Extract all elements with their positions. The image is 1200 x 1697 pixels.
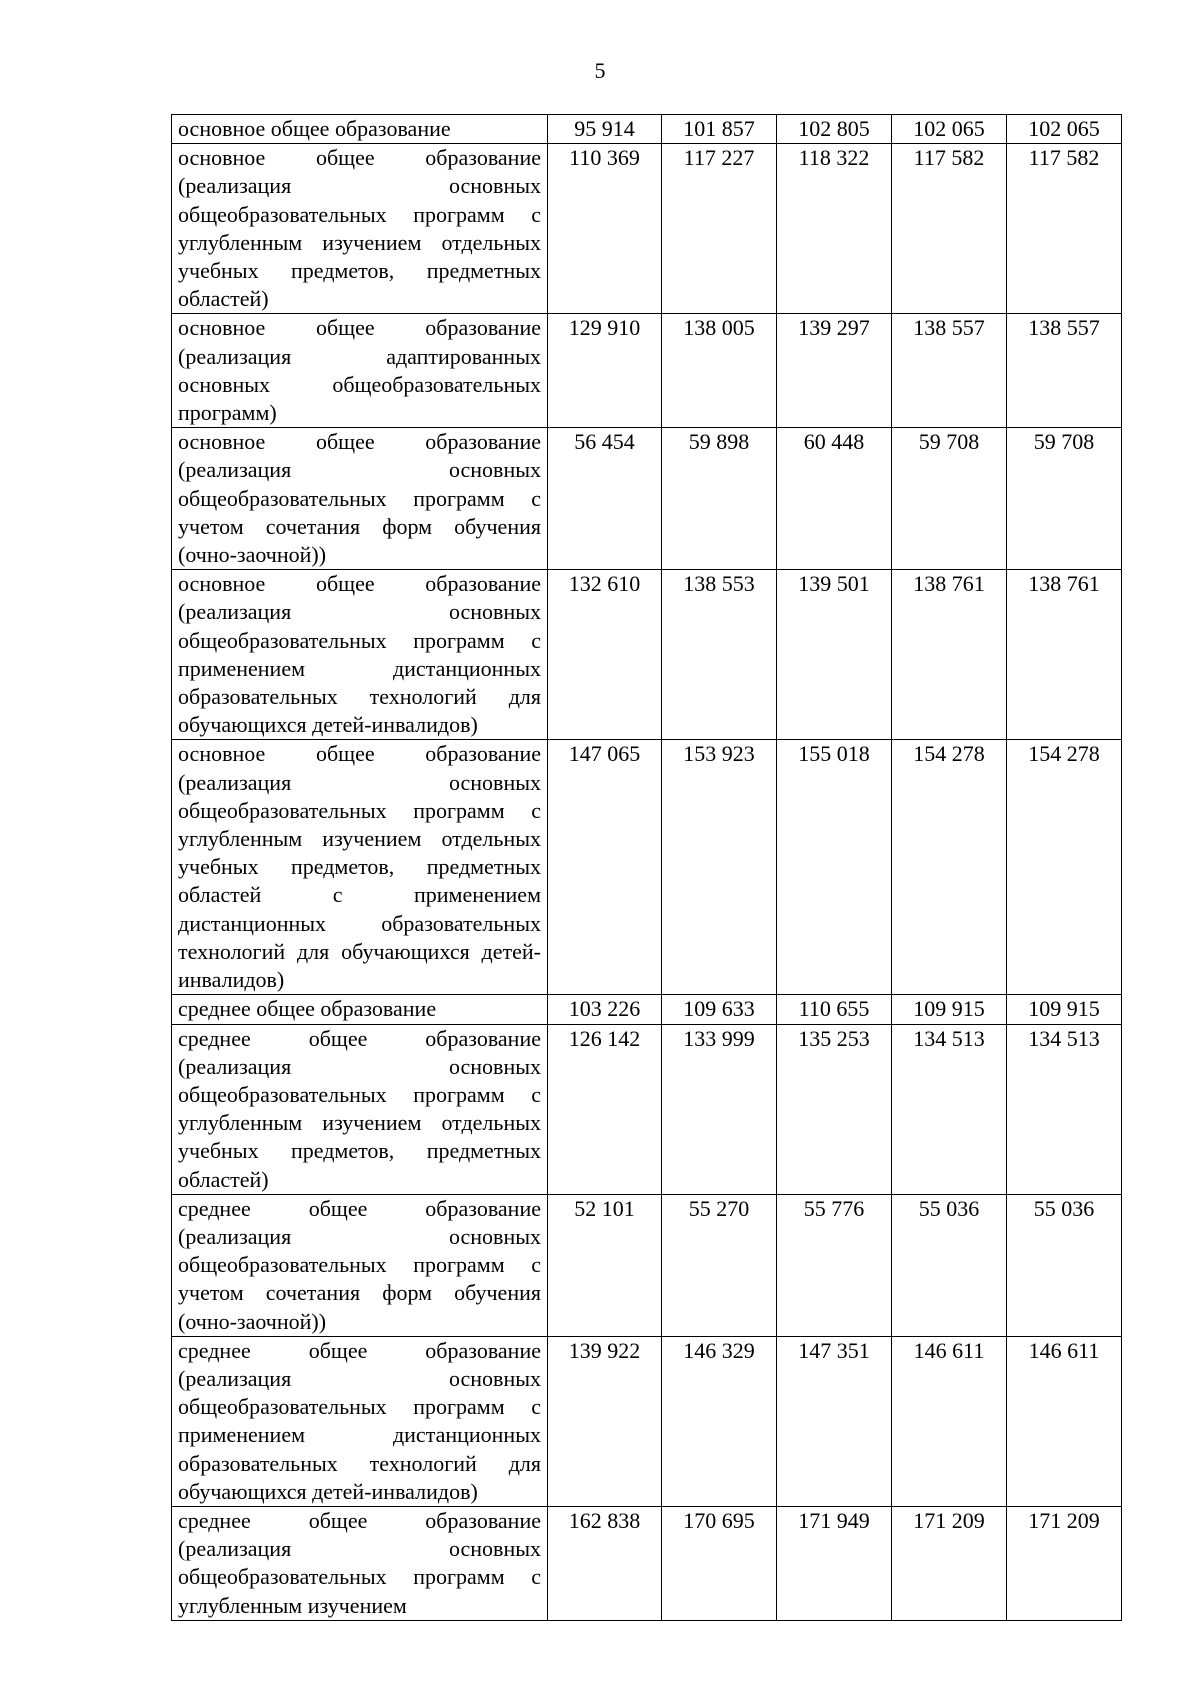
value-cell	[777, 314, 892, 428]
value-text: 118 322	[798, 145, 870, 171]
table-row	[172, 740, 1122, 995]
value-text: 154 278	[913, 741, 985, 767]
value-text: 103 226	[568, 996, 641, 1022]
value-text: 146 329	[683, 1337, 755, 1363]
value-cell	[548, 1336, 662, 1506]
value-cell	[662, 428, 777, 570]
value-cell	[662, 144, 777, 314]
value-text: 170 695	[683, 1507, 755, 1533]
value-text: 56 454	[574, 429, 635, 455]
value-cell	[1007, 144, 1122, 314]
value-cell	[892, 144, 1007, 314]
value-text: 132 610	[568, 571, 641, 597]
value-cell	[548, 995, 662, 1024]
value-text: 139 297	[798, 315, 870, 341]
value-cell	[777, 740, 892, 995]
value-text: 129 910	[568, 315, 641, 341]
table-row	[172, 428, 1122, 570]
value-text: 171 209	[913, 1507, 985, 1533]
table-body	[172, 115, 1122, 1621]
education-level-cell: среднее общее образование (реализация основных общеобразовательных программ с применением дистанционных образовательных технологий для обучающихся детей-инвалидов)	[172, 1336, 548, 1506]
value-text: 102 805	[798, 116, 870, 141]
value-text: 59 898	[688, 429, 750, 455]
value-cell	[777, 115, 892, 144]
value-cell	[777, 144, 892, 314]
value-text: 110 655	[798, 996, 870, 1022]
value-text: 52 101	[574, 1195, 635, 1221]
education-level-cell: основное общее образование (реализация основных общеобразовательных программ с углубленным изучением отдельных учебных предметов, предметных областей)	[172, 144, 548, 314]
value-text: 154 278	[1028, 741, 1100, 767]
value-text: 162 838	[568, 1507, 641, 1533]
value-text: 60 448	[803, 429, 865, 455]
value-cell	[892, 1336, 1007, 1506]
value-cell	[548, 144, 662, 314]
table-row	[172, 144, 1122, 314]
education-level-cell: среднее общее образование (реализация основных общеобразовательных программ с углубленным изучением	[172, 1506, 548, 1620]
education-level-cell: основное общее образование	[172, 115, 548, 144]
value-text: 55 036	[1033, 1195, 1095, 1221]
value-text: 138 761	[913, 571, 985, 597]
value-cell	[892, 995, 1007, 1024]
value-text: 109 633	[683, 996, 755, 1022]
value-cell	[892, 314, 1007, 428]
value-cell	[548, 115, 662, 144]
value-text: 59 708	[918, 429, 980, 455]
value-cell	[892, 570, 1007, 740]
value-cell	[1007, 740, 1122, 995]
value-text: 135 253	[798, 1025, 870, 1051]
value-text: 155 018	[798, 741, 870, 767]
value-text: 102 065	[913, 116, 985, 141]
value-cell	[662, 995, 777, 1024]
table-row	[172, 995, 1122, 1024]
value-text: 138 553	[683, 571, 755, 597]
table-row	[172, 314, 1122, 428]
value-cell	[1007, 1506, 1122, 1620]
data-table	[171, 114, 1122, 1621]
value-cell	[662, 1506, 777, 1620]
value-text: 55 270	[688, 1195, 750, 1221]
value-text: 117 227	[683, 145, 755, 171]
education-level-cell: среднее общее образование (реализация основных общеобразовательных программ с углубленным изучением отдельных учебных предметов, предметных областей)	[172, 1024, 548, 1194]
value-text: 139 922	[568, 1337, 641, 1363]
education-level-cell: среднее общее образование	[172, 995, 548, 1024]
value-cell	[548, 1194, 662, 1336]
value-text: 171 949	[798, 1507, 870, 1533]
value-cell	[548, 1024, 662, 1194]
value-text: 126 142	[568, 1025, 641, 1051]
value-text: 133 999	[683, 1025, 755, 1051]
value-text: 146 611	[1028, 1337, 1100, 1363]
value-cell	[662, 314, 777, 428]
value-text: 147 065	[568, 741, 641, 767]
value-cell	[1007, 1336, 1122, 1506]
value-text: 117 582	[913, 145, 985, 171]
value-cell	[892, 115, 1007, 144]
value-cell	[662, 1024, 777, 1194]
value-cell	[777, 1506, 892, 1620]
value-text: 109 915	[913, 996, 985, 1022]
value-text: 138 557	[913, 315, 985, 341]
value-text: 102 065	[1028, 116, 1100, 141]
education-level-cell: основное общее образование (реализация адаптированных основных общеобразовательных программ)	[172, 314, 548, 428]
value-cell	[1007, 1024, 1122, 1194]
value-text: 109 915	[1028, 996, 1100, 1022]
value-text: 138 557	[1028, 315, 1100, 341]
value-cell	[662, 1194, 777, 1336]
value-cell	[777, 995, 892, 1024]
value-cell	[1007, 570, 1122, 740]
value-text: 147 351	[798, 1337, 870, 1363]
value-cell	[548, 1506, 662, 1620]
education-level-cell: основное общее образование (реализация основных общеобразовательных программ с учетом сочетания форм обучения (очно-заочной))	[172, 428, 548, 570]
value-cell	[548, 740, 662, 995]
value-text: 55 776	[803, 1195, 865, 1221]
value-cell	[892, 428, 1007, 570]
table-row	[172, 1336, 1122, 1506]
value-text: 117 582	[1028, 145, 1100, 171]
education-level-cell: основное общее образование (реализация основных общеобразовательных программ с углубленным изучением отдельных учебных предметов, предметных областей с применением дистанционных образовательных технологий для обучающихся детей-инвалидов)	[172, 740, 548, 995]
table-row	[172, 1024, 1122, 1194]
education-level-cell: основное общее образование (реализация основных общеобразовательных программ с применением дистанционных образовательных технологий для обучающихся детей-инвалидов)	[172, 570, 548, 740]
table-row	[172, 1194, 1122, 1336]
value-cell	[662, 740, 777, 995]
value-cell	[1007, 1194, 1122, 1336]
value-cell	[1007, 995, 1122, 1024]
table-row	[172, 115, 1122, 144]
value-cell	[777, 570, 892, 740]
value-text: 138 005	[683, 315, 755, 341]
value-cell	[777, 1194, 892, 1336]
value-text: 146 611	[913, 1337, 985, 1363]
value-text: 55 036	[918, 1195, 980, 1221]
education-level-cell: среднее общее образование (реализация основных общеобразовательных программ с учетом сочетания форм обучения (очно-заочной))	[172, 1194, 548, 1336]
table-row	[172, 570, 1122, 740]
value-text: 110 369	[569, 145, 640, 171]
value-text: 153 923	[683, 741, 755, 767]
value-text: 139 501	[798, 571, 870, 597]
value-text: 171 209	[1028, 1507, 1100, 1533]
value-cell	[662, 570, 777, 740]
value-cell	[548, 428, 662, 570]
value-cell	[777, 1336, 892, 1506]
value-text: 95 914	[574, 116, 635, 141]
value-cell	[1007, 115, 1122, 144]
value-text: 101 857	[683, 116, 755, 141]
value-cell	[777, 1024, 892, 1194]
value-cell	[1007, 314, 1122, 428]
value-text: 134 513	[1028, 1025, 1100, 1051]
value-text: 134 513	[913, 1025, 985, 1051]
value-cell	[548, 570, 662, 740]
value-cell	[548, 314, 662, 428]
value-cell	[892, 1506, 1007, 1620]
value-text: 59 708	[1033, 429, 1095, 455]
value-cell	[777, 428, 892, 570]
value-cell	[662, 1336, 777, 1506]
value-cell	[1007, 428, 1122, 570]
table-row	[172, 1506, 1122, 1620]
value-cell	[662, 115, 777, 144]
value-cell	[892, 1024, 1007, 1194]
value-text: 138 761	[1028, 571, 1100, 597]
value-cell	[892, 1194, 1007, 1336]
page-number: 5	[594, 58, 606, 83]
value-cell	[892, 740, 1007, 995]
